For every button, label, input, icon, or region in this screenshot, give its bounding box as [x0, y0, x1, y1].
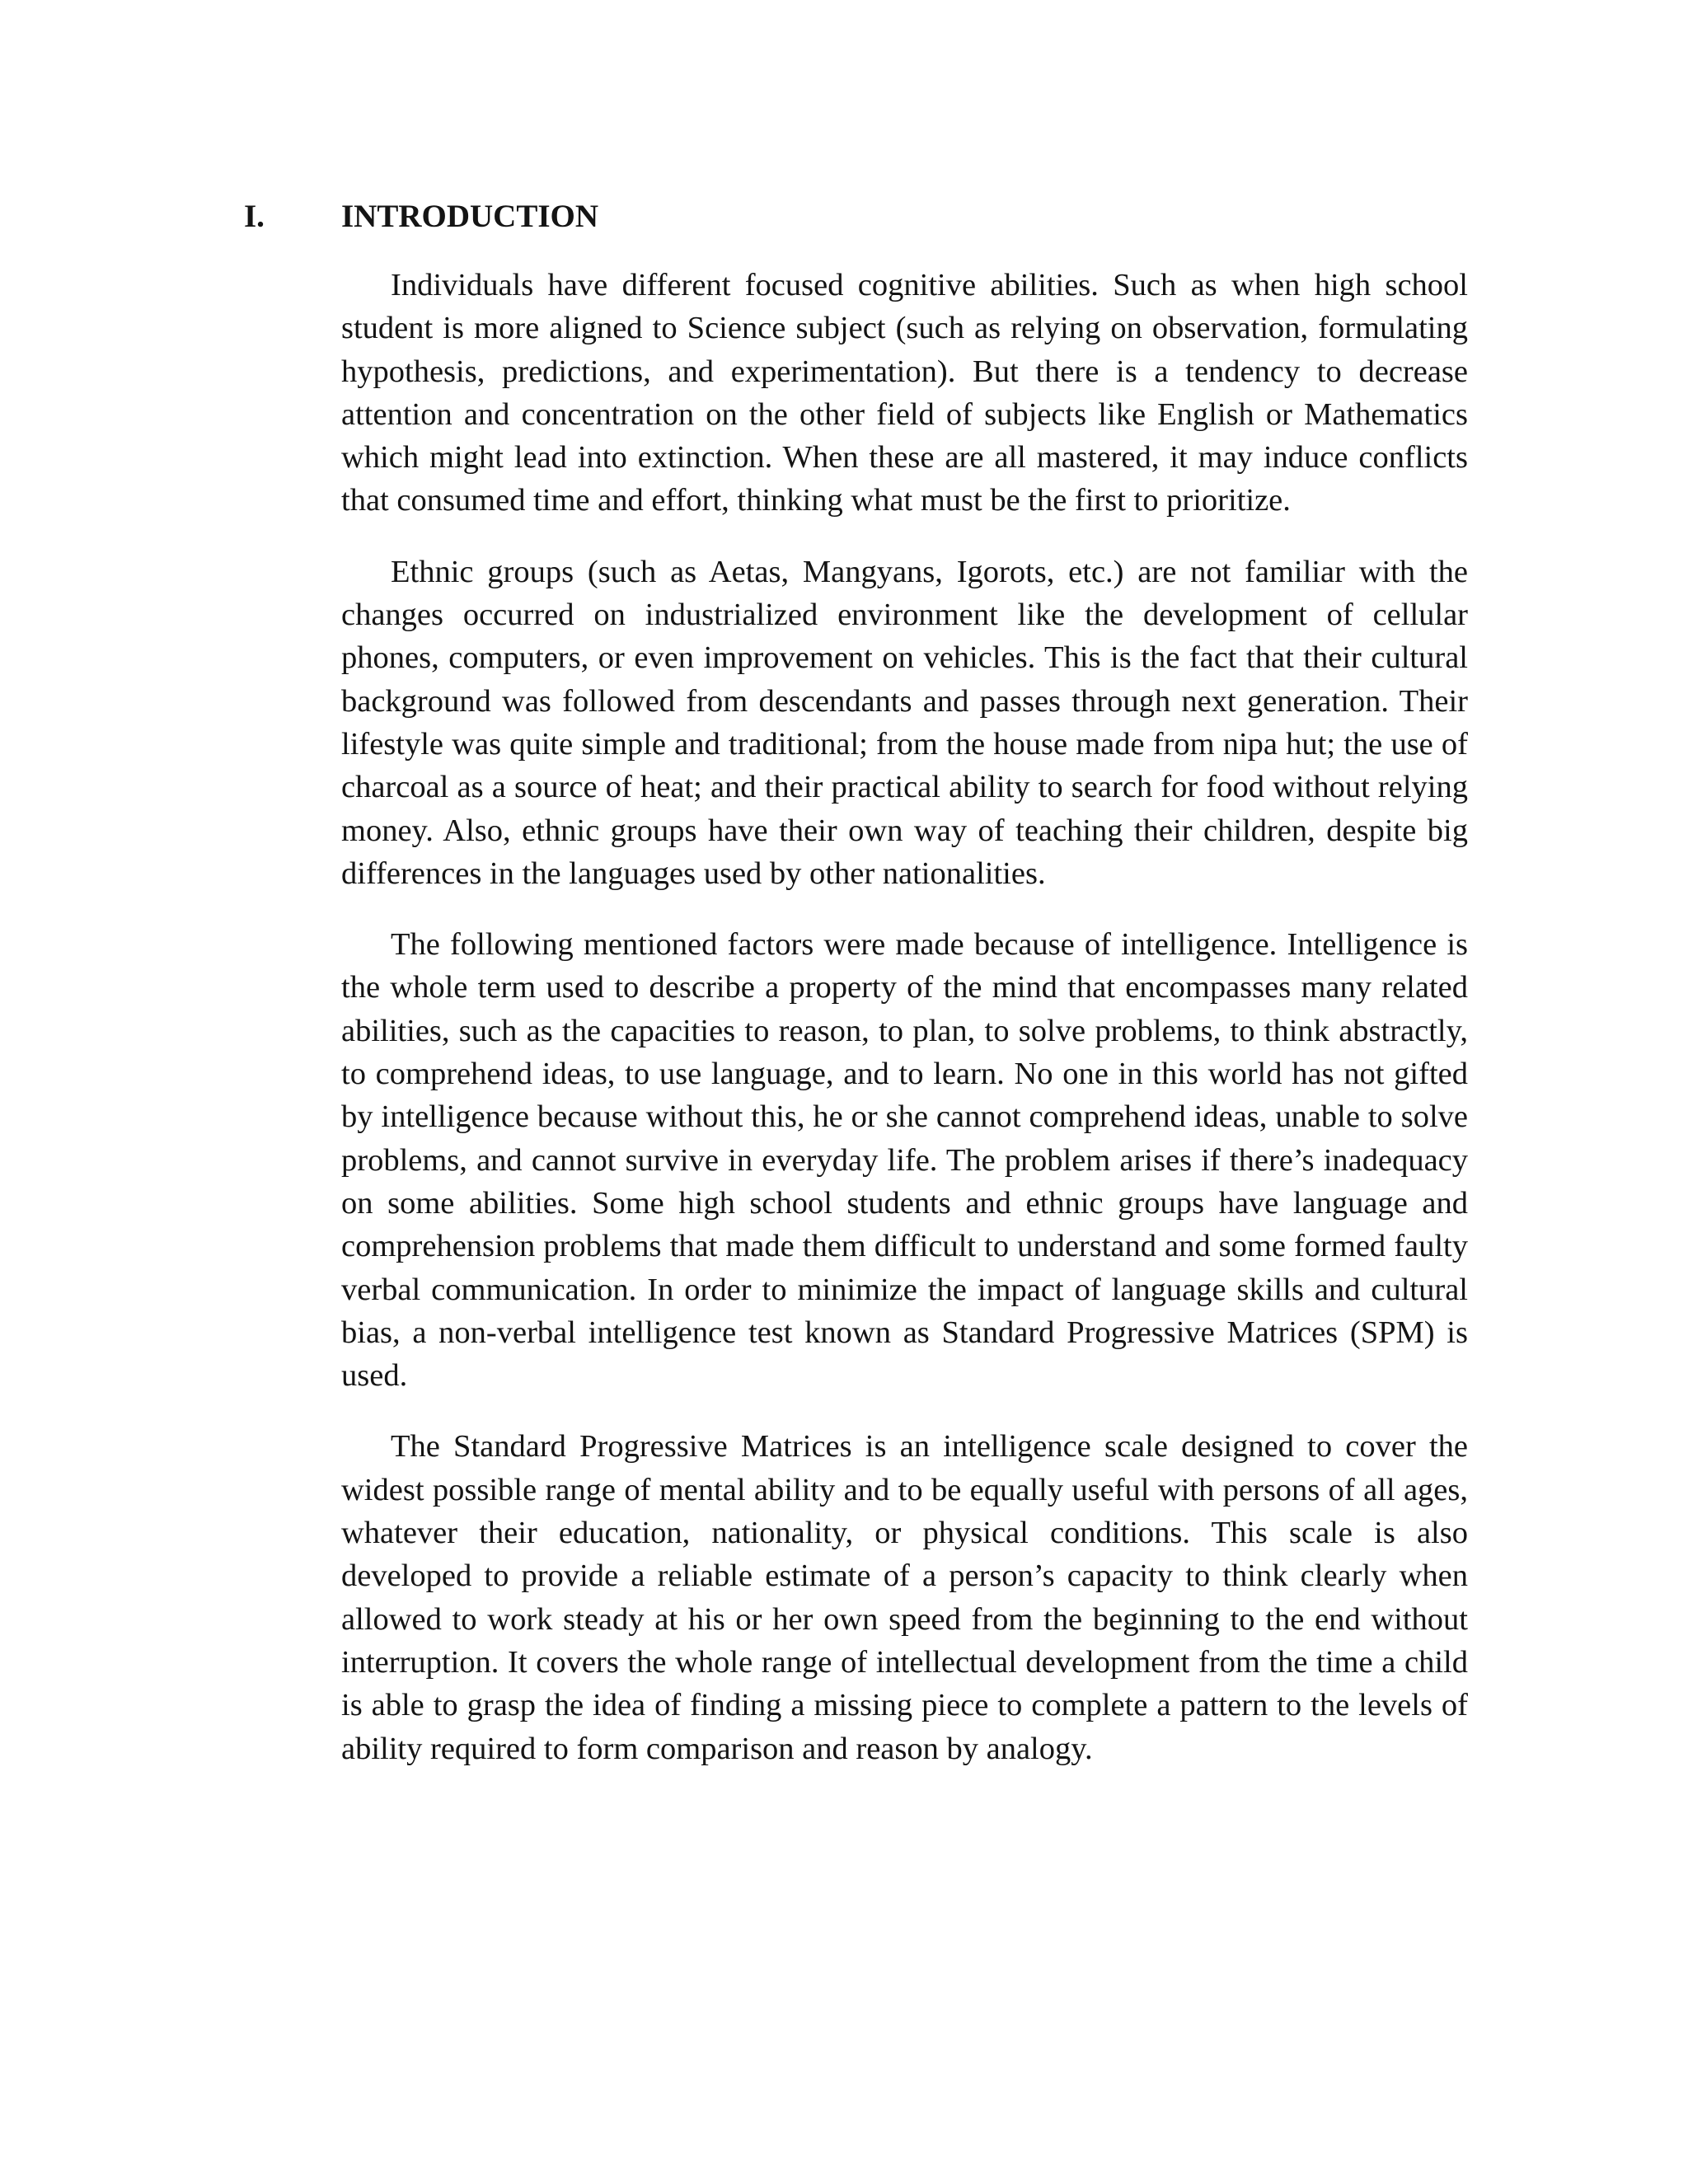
paragraph-ethnic-groups: Ethnic groups (such as Aetas, Mangyans, Igorots, etc.) are not familiar with the changes occurred on industrialized environment like the development of cellular phones, computers, or even improvement on vehicles. This is the fact that their cultural background was followed from descendants and passes through next generation. Their lifestyle was quite simple and traditional; from the house made from nipa hut; the use of charcoal as a source of heat; and their practical ability to search for food without relying money. Also, ethnic groups have their own way of teaching their children, despite big differences in the languages used by other nationalities. — [341, 554, 1468, 891]
paragraph-intelligence: The following mentioned factors were made because of intelligence. Intelligence is the whole term used to describe a property of the mind that encompasses many related abilities, such as the capacities to reason, to plan, to solve problems, to think abstractly, to comprehend ideas, to use language, and to learn. No one in this world has not gifted by intelligence because without this, he or she cannot comprehend ideas, unable to solve problems, and cannot survive in everyday life. The problem arises if there’s inadequacy on some abilities. Some high school students and ethnic groups have language and comprehension problems that made them difficult to understand and some formed faulty verbal communication. In order to minimize the impact of language skills and cultural bias, a non-verbal intelligence test known as Standard Progressive Matrices (SPM) is used. — [341, 927, 1468, 1394]
paragraph-standard-progressive-matrices: The Standard Progressive Matrices is an intelligence scale designed to cover the widest possible range of mental ability and to be equally useful with persons of all ages, whatever their education, nationality, or physical conditions. This scale is also developed to provide a reliable estimate of a person’s capacity to think clearly when allowed to work steady at his or her own speed from the beginning to the end without interruption. It covers the whole range of intellectual development from the time a child is able to grasp the idea of finding a missing piece to complete a pattern to the levels of ability required to form comparison and reason by analogy. — [341, 1429, 1468, 1766]
section-number: I. — [244, 198, 265, 234]
section-title: INTRODUCTION — [341, 198, 599, 234]
body-text — [341, 264, 1468, 1798]
paragraph-cognitive-abilities: Individuals have different focused cognitive abilities. Such as when high school student is more aligned to Science subject (such as relying on observation, formulating hypothesis, predictions, and experimentation). But there is a tendency to decrease attention and concentration on the other field of subjects like English or Mathematics which might lead into extinction. When these are all mastered, it may induce conflicts that consumed time and effort, thinking what must be the first to prioritize. — [341, 268, 1468, 518]
section-heading — [244, 191, 598, 241]
